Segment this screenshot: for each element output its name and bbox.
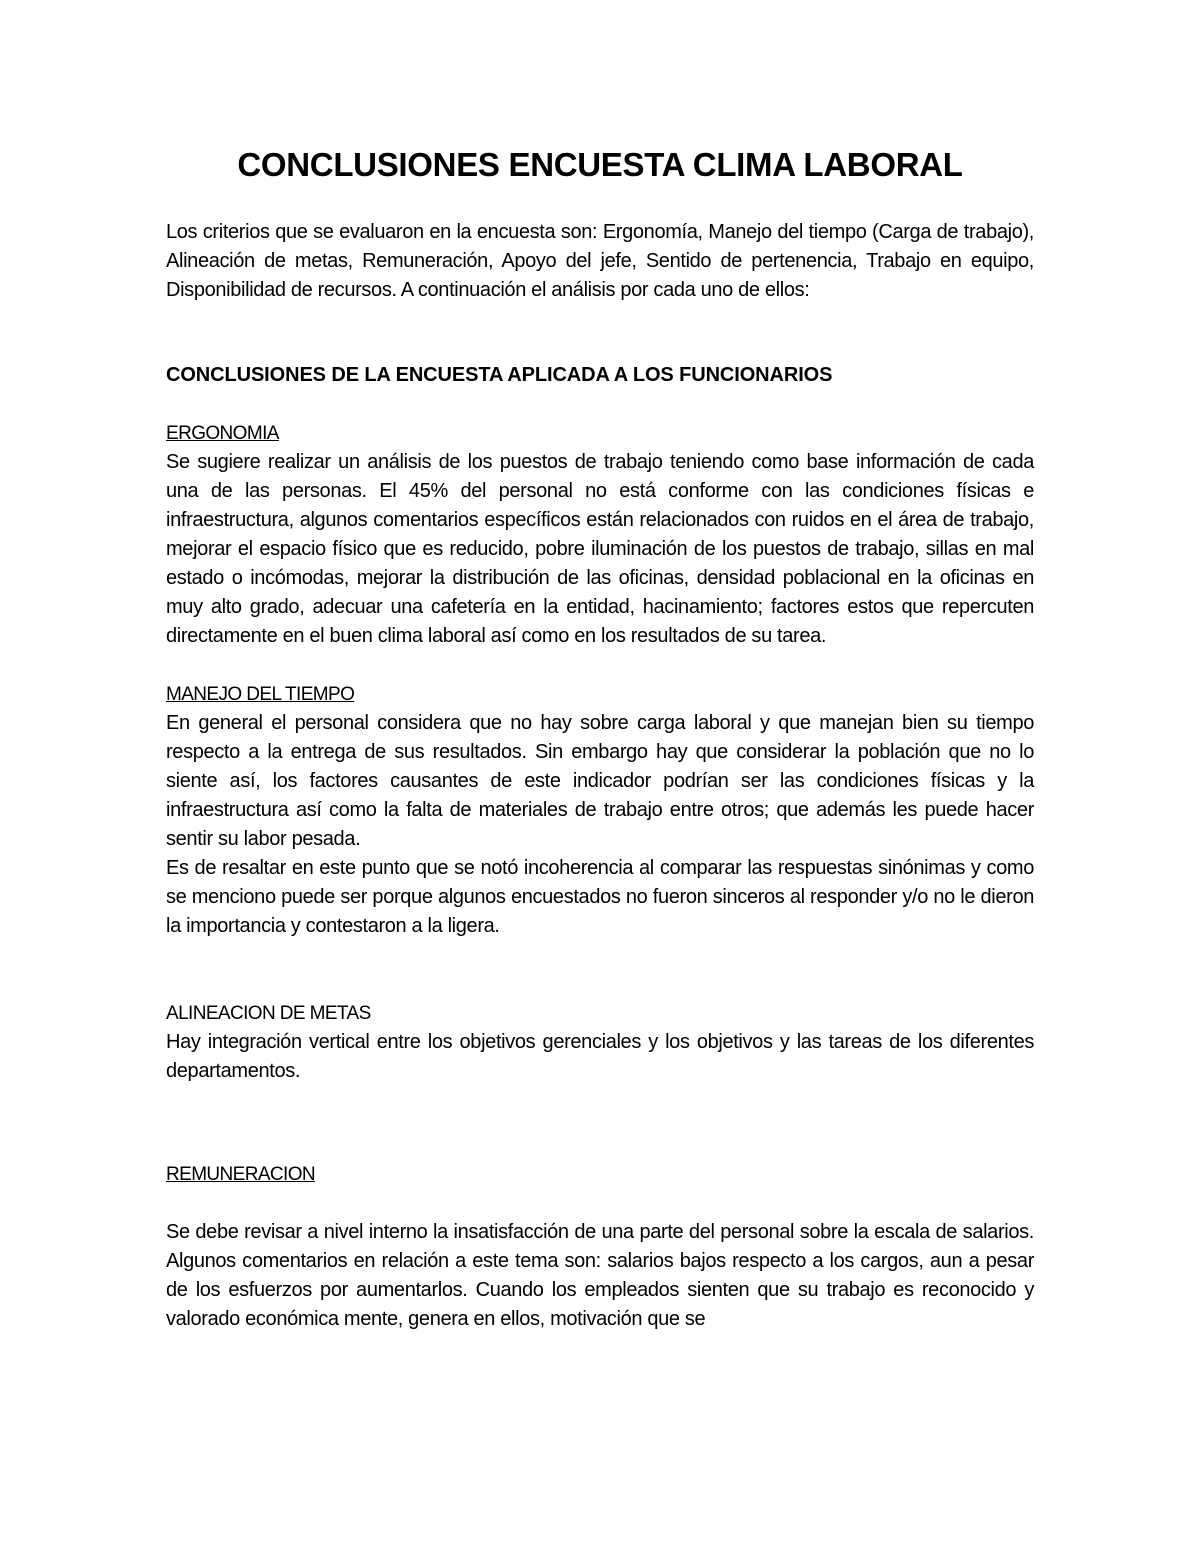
section-body-ergonomia: Se sugiere realizar un análisis de los puestos de trabajo teniendo como base información de cada una de las personas. El 45% del personal no está conforme con las condiciones físicas e infraestructura, algunos comentarios específicos están relacionados con ruidos en el área de trabajo, mejorar el espacio físico que es reducido, pobre iluminación de los puestos de trabajo, sillas en mal estado o incómodas, mejorar la distribución de las oficinas, densidad poblacional en la oficinas en muy alto grado, adecuar una cafetería en la entidad, hacinamiento; factores estos que repercuten directamente en el buen clima laboral así como en los resultados de su tarea.	[166, 451, 1034, 647]
section-remuneracion	[166, 1160, 1034, 1334]
section-manejo-tiempo	[166, 680, 1034, 941]
section-body-manejo-tiempo-2: Es de resaltar en este punto que se notó incoherencia al comparar las respuestas sinónimas y como se menciono puede ser porque algunos encuestados no fueron sinceros al responder y/o no le dieron la importancia y contestaron a la ligera.	[166, 857, 1034, 937]
section-body-manejo-tiempo-1: En general el personal considera que no hay sobre carga laboral y que manejan bien su tiempo respecto a la entrega de sus resultados. Sin embargo hay que considerar la población que no lo siente así, los factores causantes de este indicador podrían ser las condiciones físicas y la infraestructura así como la falta de materiales de trabajo entre otros; que además les puede hacer sentir su labor pesada.	[166, 712, 1034, 850]
section-ergonomia	[166, 419, 1034, 651]
section-body-remuneracion: Se debe revisar a nivel interno la insatisfacción de una parte del personal sobre la escala de salarios. Algunos comentarios en relación a este tema son: salarios bajos respecto a los cargos, aun a pesar de los esfuerzos por aumentarlos. Cuando los empleados sienten que su trabajo es reconocido y valorado económica mente, genera en ellos, motivación que se	[166, 1221, 1034, 1330]
document-page	[166, 140, 1034, 1334]
section-title-alineacion: ALINEACION DE METAS	[166, 1003, 371, 1024]
section-title-remuneracion: REMUNERACION	[166, 1164, 316, 1185]
main-heading: CONCLUSIONES DE LA ENCUESTA APLICADA A LOS FUNCIONARIOS	[166, 364, 833, 386]
intro-paragraph: Los criterios que se evaluaron en la encuesta son: Ergonomía, Manejo del tiempo (Carga de trabajo), Alineación de metas, Remuneración, Apoyo del jefe, Sentido de pertenencia, Trabajo en equipo, Disponibilidad de recursos. A continuación el análisis por cada uno de ellos:	[166, 221, 1034, 301]
document-title: CONCLUSIONES ENCUESTA CLIMA LABORAL	[237, 146, 963, 183]
section-title-ergonomia: ERGONOMIA	[166, 423, 279, 444]
section-title-manejo-tiempo: MANEJO DEL TIEMPO	[166, 684, 355, 705]
section-alineacion	[166, 999, 1034, 1086]
section-body-alineacion: Hay integración vertical entre los objetivos gerenciales y los objetivos y las tareas de los diferentes departamentos.	[166, 1031, 1034, 1082]
